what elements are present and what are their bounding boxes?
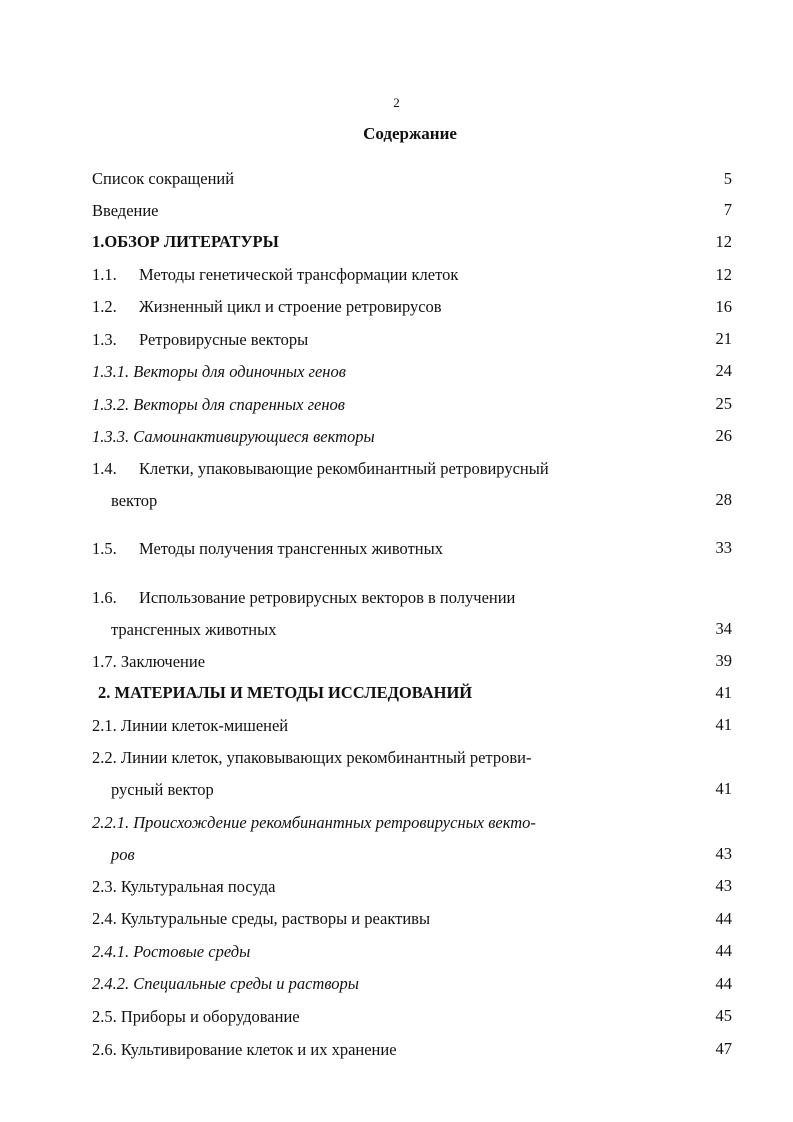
toc-page-number: 12 (715, 265, 732, 284)
toc-entry (92, 264, 458, 286)
toc-entry: 1.7. Заключение (92, 652, 206, 671)
toc-entry-title: Методы получения трансгенных животных (139, 539, 443, 558)
toc-entry-title: Использование ретровирусных векторов в получении (139, 588, 516, 607)
toc-page-number: 25 (715, 394, 732, 413)
toc-entry: Список сокращений (92, 169, 235, 188)
toc-chapter-heading: 2. МАТЕРИАЛЫ И МЕТОДЫ ИССЛЕДОВАНИЙ (98, 683, 473, 702)
toc-entry-title: Клетки, упаковывающие рекомбинантный ретровирусный (139, 459, 549, 478)
toc-entry: 2.6. Культивирование клеток и их хранение (92, 1040, 397, 1059)
toc-entry: Введение (92, 201, 159, 220)
toc-page-number: 24 (715, 361, 732, 380)
toc-entry-number: 1.1. (92, 265, 117, 284)
toc-entry: 2.1. Линии клеток-мишеней (92, 716, 289, 735)
toc-entry (92, 538, 443, 560)
page-number: 2 (393, 95, 400, 110)
toc-page-number: 41 (715, 715, 732, 734)
toc-entry: 1.3.2. Векторы для спаренных генов (92, 395, 345, 414)
toc-page-number: 39 (715, 651, 732, 670)
toc-entry (92, 296, 442, 318)
toc-page-number: 5 (723, 169, 732, 188)
toc-page-number: 12 (715, 232, 732, 251)
toc-entry-title: Ретровирусные векторы (139, 330, 309, 349)
toc-page-number: 41 (715, 779, 732, 798)
toc-entry-number: 1.5. (92, 539, 117, 558)
toc-chapter-heading: 1.ОБЗОР ЛИТЕРАТУРЫ (92, 232, 279, 251)
toc-entry-continuation: трансгенных животных (111, 620, 277, 639)
toc-page-number: 28 (715, 490, 732, 509)
toc-page-number: 44 (715, 909, 732, 928)
toc-entry: 1.3.3. Самоинактивирующиеся векторы (92, 427, 375, 446)
toc-entry: 2.3. Культуральная посуда (92, 877, 276, 896)
toc-page-number: 26 (715, 426, 732, 445)
toc-entry (92, 587, 515, 609)
toc-page-number: 33 (715, 538, 732, 557)
toc-page-number: 34 (715, 619, 732, 638)
toc-entry-number: 1.4. (92, 459, 117, 478)
toc-page-number: 43 (715, 844, 732, 863)
toc-entry-title: Методы генетической трансформации клеток (139, 265, 459, 284)
toc-entry: 2.4. Культуральные среды, растворы и реактивы (92, 909, 431, 928)
toc-page-number: 44 (715, 974, 732, 993)
toc-entry-continuation: ров (111, 845, 135, 864)
toc-entry: 2.2. Линии клеток, упаковывающих рекомбинантный ретрови- (92, 748, 532, 767)
toc-page-number: 47 (715, 1039, 732, 1058)
toc-entry-continuation: русный вектор (111, 780, 214, 799)
toc-entry-number: 1.2. (92, 297, 117, 316)
toc-title: Содержание (363, 124, 457, 143)
toc-entry-number: 1.3. (92, 330, 117, 349)
toc-entry: 2.4.2. Специальные среды и растворы (92, 974, 359, 993)
toc-entry-continuation: вектор (111, 491, 158, 510)
toc-page-number: 7 (723, 200, 732, 219)
toc-page-number: 43 (715, 876, 732, 895)
toc-entry: 2.5. Приборы и оборудование (92, 1007, 300, 1026)
toc-entry: 2.2.1. Происхождение рекомбинантных ретровирусных векто- (92, 813, 536, 832)
toc-page-number: 44 (715, 941, 732, 960)
toc-page-number: 21 (715, 329, 732, 348)
toc-entry-number: 1.6. (92, 588, 117, 607)
toc-entry: 1.3.1. Векторы для одиночных генов (92, 362, 346, 381)
toc-page-number: 41 (715, 683, 732, 702)
toc-entry (92, 329, 308, 351)
toc-page-number: 45 (715, 1006, 732, 1025)
toc-entry (92, 458, 549, 480)
toc-entry-title: Жизненный цикл и строение ретровирусов (139, 297, 442, 316)
toc-page-number: 16 (715, 297, 732, 316)
toc-entry: 2.4.1. Ростовые среды (92, 942, 251, 961)
